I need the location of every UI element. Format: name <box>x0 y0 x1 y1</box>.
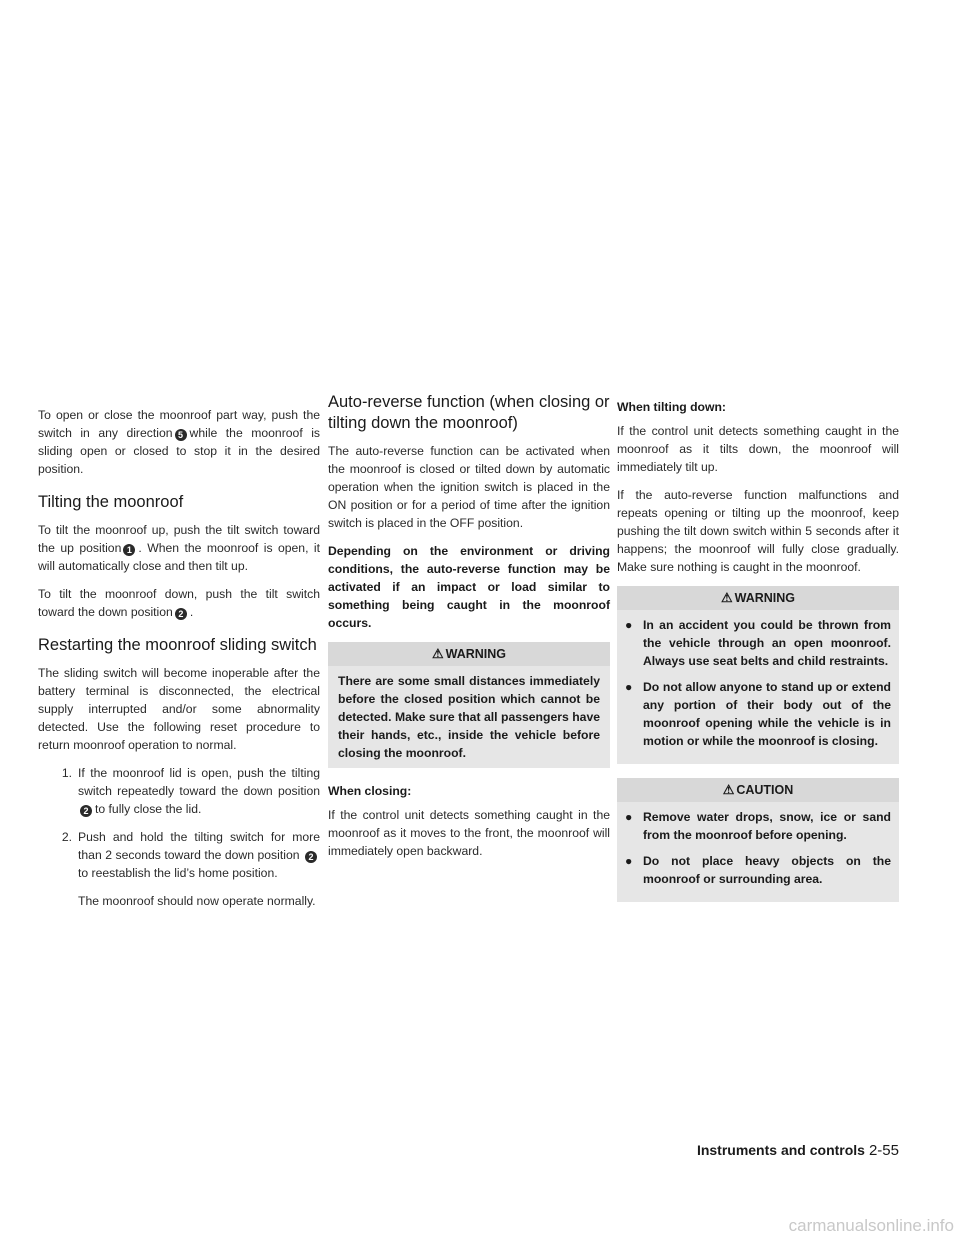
caution-list <box>617 802 899 888</box>
heading-when-tilting-down: When tilting down: <box>617 400 726 414</box>
footer-section-title: Instruments and controls <box>696 1142 865 1158</box>
heading-tilting: Tilting the moonroof <box>38 493 184 511</box>
ref-circle-2: 2 <box>80 805 92 817</box>
paragraph-malfunction: If the auto-reverse function malfunctions and repeats opening or tilting up the moonroof, keep pushing the tilt down switch within 5 seconds after it happens; the moonroof will fully close gradually. Make sure nothing is caught in the moonroof. <box>617 488 899 574</box>
list-item: 1. If the moonroof lid is open, push the tilting switch repeatedly toward the down position 2 to fully close the lid. <box>61 766 320 816</box>
list-item: ● In an accident you could be thrown from the vehicle through an open moonroof. Always use seat belts and child restraints. <box>625 618 891 668</box>
warning-triangle-icon: ⚠ <box>431 646 444 661</box>
column-left <box>38 406 320 920</box>
ref-circle-2: 2 <box>175 608 187 620</box>
ref-circle-2: 2 <box>305 851 317 863</box>
paragraph-auto-reverse: The auto-reverse function can be activated when the moonroof is closed or tilted down by automatic operation when the ignition switch is placed in the ON position or for a period of time after the ignition switch is placed in the OFF position. <box>328 444 610 530</box>
heading-auto-reverse: Auto-reverse function (when closing or tilting down the moonroof) <box>328 393 610 432</box>
warning-list <box>617 610 899 750</box>
page-number: 2-55 <box>868 1142 899 1159</box>
paragraph-auto-reverse-note: Depending on the environment or driving conditions, the auto-reverse function may be activated if an impact or load similar to something being caught in the moonroof occurs. <box>328 544 610 630</box>
ref-circle-1: 1 <box>123 544 135 556</box>
heading-when-closing: When closing: <box>328 784 412 798</box>
paragraph-tilt-up: To tilt the moonroof up, push the tilt switch toward the up position 1 . When the moonroof is open, it will automatically close and then tilt up. <box>38 523 320 573</box>
warning-text: There are some small distances immediately before the closed position which cannot be detected. Make sure that all passengers have their hands, etc., inside the vehicle before closing the moonroof. <box>338 674 600 760</box>
paragraph-final: The moonroof should now operate normally. <box>78 894 316 908</box>
list-item: ● Do not place heavy objects on the moonroof or surrounding area. <box>625 854 891 886</box>
caution-box <box>617 778 899 902</box>
warning-box <box>617 586 899 764</box>
warning-box <box>328 642 610 768</box>
warning-triangle-icon: ⚠ <box>722 782 735 797</box>
warning-header: ⚠ WARNING <box>617 586 899 610</box>
watermark: carmanualsonline.info <box>788 1216 954 1235</box>
list-item: 2. Push and hold the tilting switch for more than 2 seconds toward the down position 2to reestablish the lid’s home position. <box>61 830 320 880</box>
list-item: ● Do not allow anyone to stand up or extend any portion of their body out of the moonroof opening while the vehicle is in motion or while the moonroof is closing. <box>625 680 891 748</box>
ref-circle-5: 5 <box>175 429 187 441</box>
paragraph-when-tilting-down: If the control unit detects something caught in the moonroof as it tilts down, the moonroof will immediately tilt up. <box>617 424 899 474</box>
paragraph-tilt-down: To tilt the moonroof down, push the tilt switch toward the down position 2 . <box>38 587 320 619</box>
caution-header: ⚠ CAUTION <box>617 778 899 802</box>
column-middle <box>328 392 610 870</box>
warning-triangle-icon: ⚠ <box>720 590 733 605</box>
heading-restarting: Restarting the moonroof sliding switch <box>38 636 317 654</box>
page-footer <box>617 1142 899 1159</box>
reset-steps <box>38 764 320 882</box>
list-item: ● Remove water drops, snow, ice or sand from the moonroof before opening. <box>625 810 891 842</box>
paragraph-restart: The sliding switch will become inoperable after the battery terminal is disconnected, the electrical supply interrupted and/or some abnormality detected. Use the following reset procedure to return moonroof operation to normal. <box>38 666 320 752</box>
paragraph-partway: To open or close the moonroof part way, push the switch in any direction 5 while the moonroof is sliding open or closed to stop it in the desired position. <box>38 408 320 476</box>
paragraph-when-closing: If the control unit detects something caught in the moonroof as it moves to the front, the moonroof will immediately open backward. <box>328 808 610 858</box>
column-right <box>617 398 899 916</box>
warning-header: ⚠ WARNING <box>328 642 610 666</box>
